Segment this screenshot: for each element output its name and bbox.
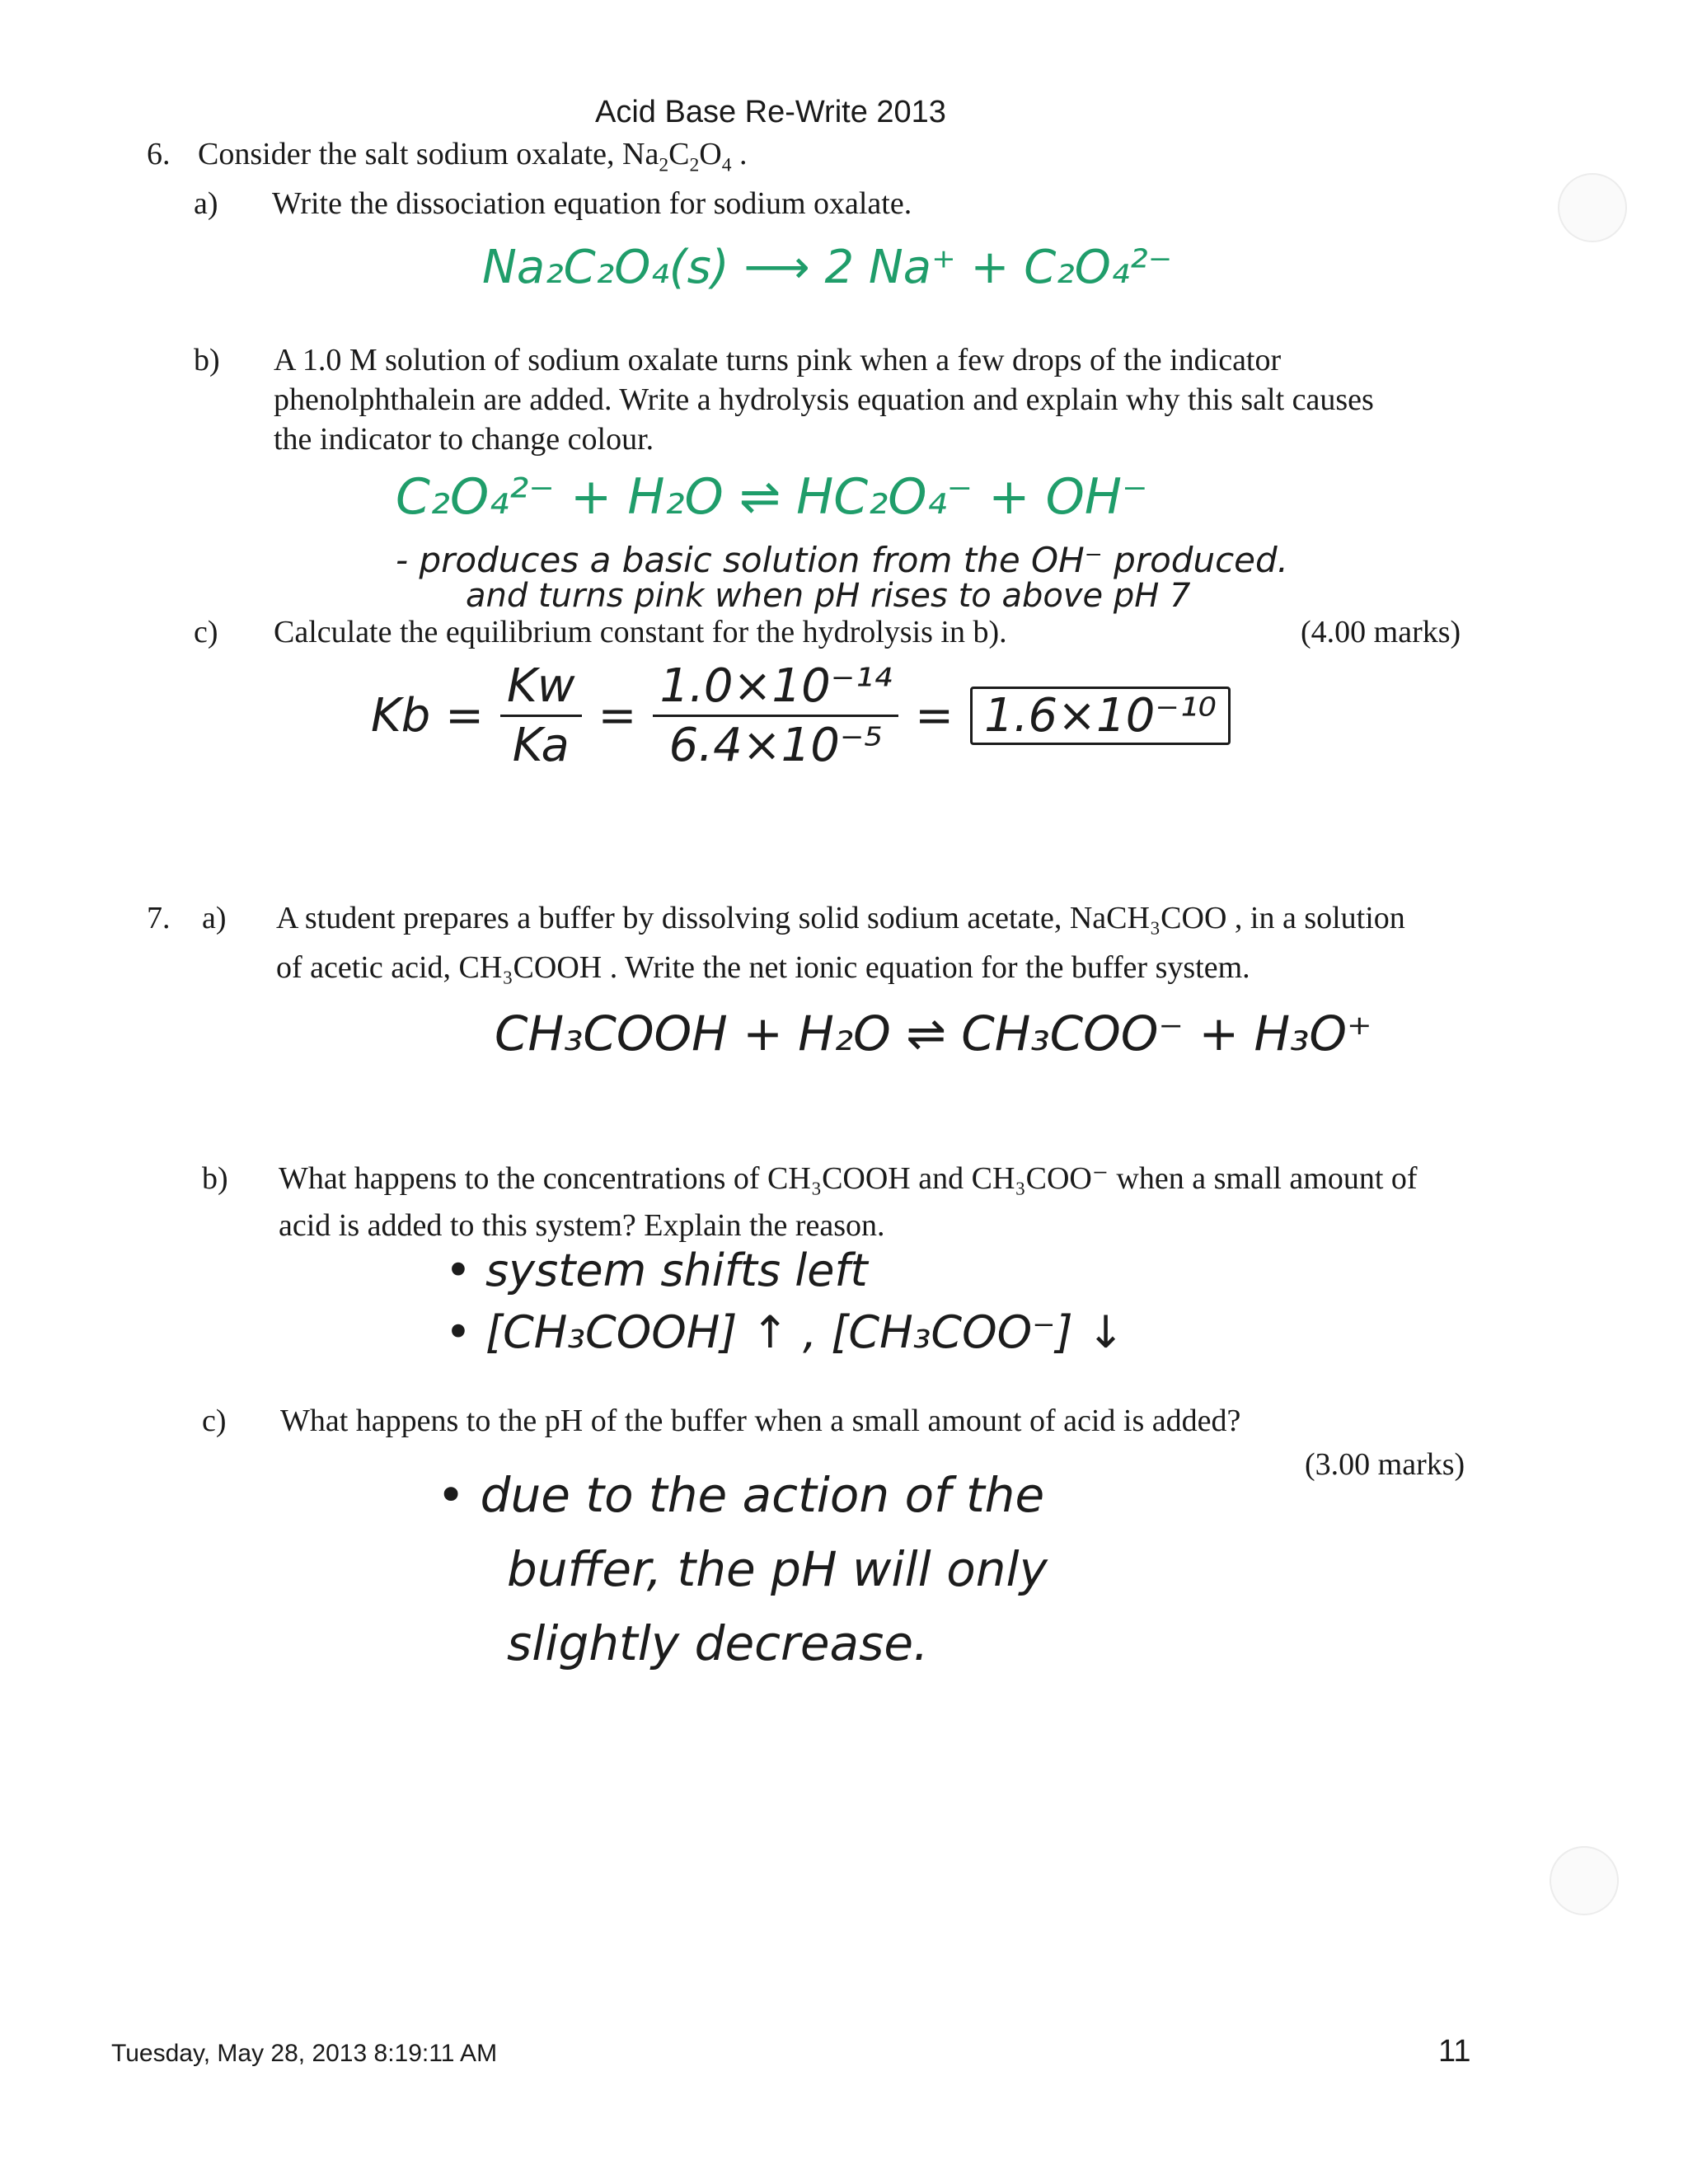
q6c-prompt: Calculate the equilibrium constant for the hydrolysis in b).: [274, 615, 1007, 649]
q7b-answer-line1: • system shifts left: [445, 1244, 868, 1296]
q7c-answer-line2: buffer, the pH will only: [507, 1541, 1048, 1597]
hole-punch-top: [1558, 173, 1627, 242]
q6a-prompt: Write the dissociation equation for sodium oxalate.: [272, 186, 912, 221]
q7b-answer-line2: • [CH₃COOH] ↑ , [CH₃COO⁻] ↓: [445, 1306, 1125, 1358]
q7b-prompt-line1: What happens to the concentrations of CH₃COOH and CH₃COO⁻ when a small amount of: [279, 1161, 1418, 1196]
page-title: Acid Base Re-Write 2013: [595, 95, 946, 129]
q7c-marks: (3.00 marks): [1305, 1447, 1465, 1482]
q6b-explanation-line1: - produces a basic solution from the OH⁻ produced.: [396, 540, 1289, 580]
kw-over-ka: $\frac{Kw}{Ka}$: [500, 659, 582, 772]
q6b-prompt-line1: A 1.0 M solution of sodium oxalate turns pink when a few drops of the indicator: [274, 343, 1282, 377]
q7b-prompt-line2: acid is added to this system? Explain the reason.: [279, 1208, 885, 1243]
footer-timestamp: Tuesday, May 28, 2013 8:19:11 AM: [111, 2040, 498, 2067]
q6c-label: c): [194, 615, 218, 649]
q6b-explanation-line2: and turns pink when pH rises to above pH 7: [466, 577, 1191, 615]
kb-symbol: Kb =: [371, 689, 484, 743]
q6-number: 6.: [147, 137, 171, 171]
q6b-prompt-line2: phenolphthalein are added. Write a hydrolysis equation and explain why this salt causes: [274, 382, 1374, 417]
q6a-label: a): [194, 186, 218, 221]
q6c-kb-calculation: Kb = $\frac{Kw}{Ka}$ = $\frac{\text{1.0×10⁻¹⁴}}{\text{6.4×10⁻⁵}}$ = 1.6×10⁻¹⁰: [371, 659, 1231, 772]
q7b-label: b): [202, 1161, 228, 1196]
q7a-label: a): [202, 901, 227, 935]
q6b-hydrolysis-equation: C₂O₄²⁻ + H₂O ⇌ HC₂O₄⁻ + OH⁻: [396, 468, 1148, 526]
q6-intro: Consider the salt sodium oxalate, $Na_2C_2O_4$ .: [198, 137, 748, 176]
q7c-answer-line1: • due to the action of the: [437, 1467, 1045, 1523]
q6b-prompt-line3: the indicator to change colour.: [274, 422, 654, 457]
q6a-answer: Na₂C₂O₄(s) ⟶ 2 Na⁺ + C₂O₄²⁻: [482, 241, 1173, 294]
q7a-prompt-line2: of acetic acid, CH₃COOH . Write the net ionic equation for the buffer system.: [276, 950, 1250, 985]
page-number: 11: [1438, 2034, 1471, 2069]
kw-ka-values: $\frac{\text{1.0×10⁻¹⁴}}{\text{6.4×10⁻⁵}}$: [653, 659, 898, 772]
q7-number: 7.: [147, 901, 171, 935]
q7c-answer-line3: slightly decrease.: [507, 1615, 929, 1671]
q6b-label: b): [194, 343, 220, 377]
q7a-prompt-line1: A student prepares a buffer by dissolving solid sodium acetate, NaCH₃COO , in a solution: [276, 901, 1405, 935]
q7a-answer: CH₃COOH + H₂O ⇌ CH₃COO⁻ + H₃O⁺: [495, 1005, 1372, 1062]
hole-punch-bottom: [1550, 1846, 1619, 1915]
q7c-prompt: What happens to the pH of the buffer when a small amount of acid is added?: [280, 1404, 1241, 1438]
q6c-marks: (4.00 marks): [1301, 615, 1461, 649]
q7c-label: c): [202, 1404, 227, 1438]
kb-result: 1.6×10⁻¹⁰: [970, 687, 1231, 745]
